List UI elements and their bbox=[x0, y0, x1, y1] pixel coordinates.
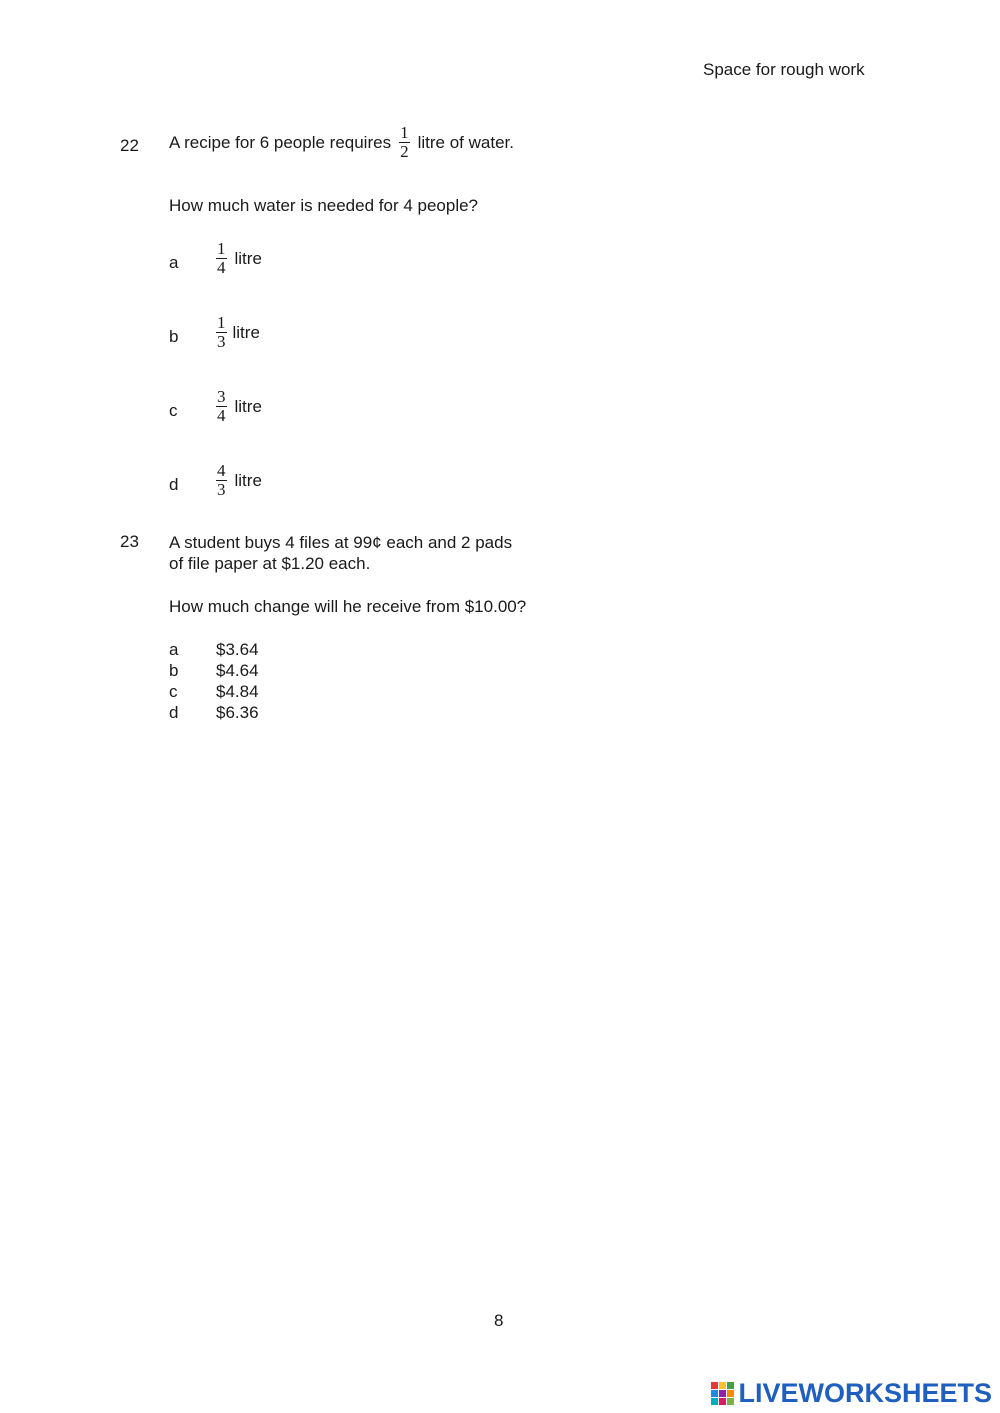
rough-work-label: Space for rough work bbox=[703, 60, 865, 79]
q22-stem-fraction bbox=[399, 124, 410, 161]
q22-option-c-letter: c bbox=[169, 401, 178, 420]
logo-cell bbox=[711, 1398, 718, 1405]
logo-grid-icon bbox=[711, 1382, 734, 1405]
fraction-denominator: 4 bbox=[217, 258, 226, 277]
logo-cell bbox=[719, 1398, 726, 1405]
q23-option-d[interactable] bbox=[169, 702, 259, 723]
question-22-stem bbox=[169, 124, 514, 161]
q22-stem-after: litre of water. bbox=[417, 133, 514, 152]
fraction bbox=[216, 314, 227, 351]
fraction-denominator: 3 bbox=[217, 480, 226, 499]
logo-cell bbox=[727, 1390, 734, 1397]
option-value: $3.64 bbox=[216, 640, 259, 659]
option-letter: a bbox=[169, 640, 179, 659]
logo-cell bbox=[727, 1382, 734, 1389]
page-number: 8 bbox=[494, 1311, 504, 1330]
fraction bbox=[216, 462, 227, 499]
fraction-denominator: 2 bbox=[400, 142, 409, 161]
option-value: $4.64 bbox=[216, 661, 259, 680]
question-23-options bbox=[169, 639, 259, 723]
q22-option-b[interactable] bbox=[216, 314, 260, 351]
fraction bbox=[216, 388, 227, 425]
fraction-numerator: 1 bbox=[400, 123, 409, 142]
q22-stem-before: A recipe for 6 people requires bbox=[169, 133, 392, 152]
q22-option-a-letter: a bbox=[169, 253, 179, 272]
q23-option-a[interactable] bbox=[169, 639, 259, 660]
question-23-stem-line2: of file paper at $1.20 each. bbox=[169, 554, 371, 573]
unit-label: litre bbox=[234, 248, 262, 268]
question-23-stem-line1: A student buys 4 files at 99¢ each and 2 pads bbox=[169, 533, 513, 552]
q22-option-b-letter: b bbox=[169, 327, 179, 346]
fraction-numerator: 1 bbox=[217, 239, 226, 258]
q22-option-d-letter: d bbox=[169, 475, 179, 494]
fraction-denominator: 4 bbox=[217, 406, 226, 425]
fraction bbox=[216, 240, 227, 277]
fraction-denominator: 3 bbox=[217, 332, 226, 351]
q23-option-b[interactable] bbox=[169, 660, 259, 681]
unit-label: litre bbox=[234, 396, 262, 416]
q22-option-d[interactable] bbox=[216, 462, 262, 499]
question-23-number: 23 bbox=[120, 532, 139, 551]
q22-option-c[interactable] bbox=[216, 388, 262, 425]
unit-label: litre bbox=[232, 322, 260, 342]
fraction-numerator: 4 bbox=[217, 461, 226, 480]
q23-option-c[interactable] bbox=[169, 681, 259, 702]
unit-label: litre bbox=[234, 470, 262, 490]
logo-cell bbox=[719, 1390, 726, 1397]
question-23-prompt: How much change will he receive from $10.00? bbox=[169, 597, 527, 616]
option-value: $6.36 bbox=[216, 703, 259, 722]
option-letter: c bbox=[169, 682, 178, 701]
option-letter: b bbox=[169, 661, 179, 680]
logo-cell bbox=[727, 1398, 734, 1405]
question-22-number: 22 bbox=[120, 136, 139, 155]
brand-wordmark: LIVEWORKSHEETS bbox=[738, 1378, 992, 1408]
liveworksheets-logo bbox=[711, 1378, 992, 1409]
logo-cell bbox=[711, 1382, 718, 1389]
q22-option-a[interactable] bbox=[216, 240, 262, 277]
fraction-numerator: 3 bbox=[217, 387, 226, 406]
option-letter: d bbox=[169, 703, 179, 722]
logo-cell bbox=[711, 1390, 718, 1397]
logo-cell bbox=[719, 1382, 726, 1389]
fraction-numerator: 1 bbox=[217, 313, 226, 332]
question-22-prompt: How much water is needed for 4 people? bbox=[169, 196, 479, 215]
option-value: $4.84 bbox=[216, 682, 259, 701]
